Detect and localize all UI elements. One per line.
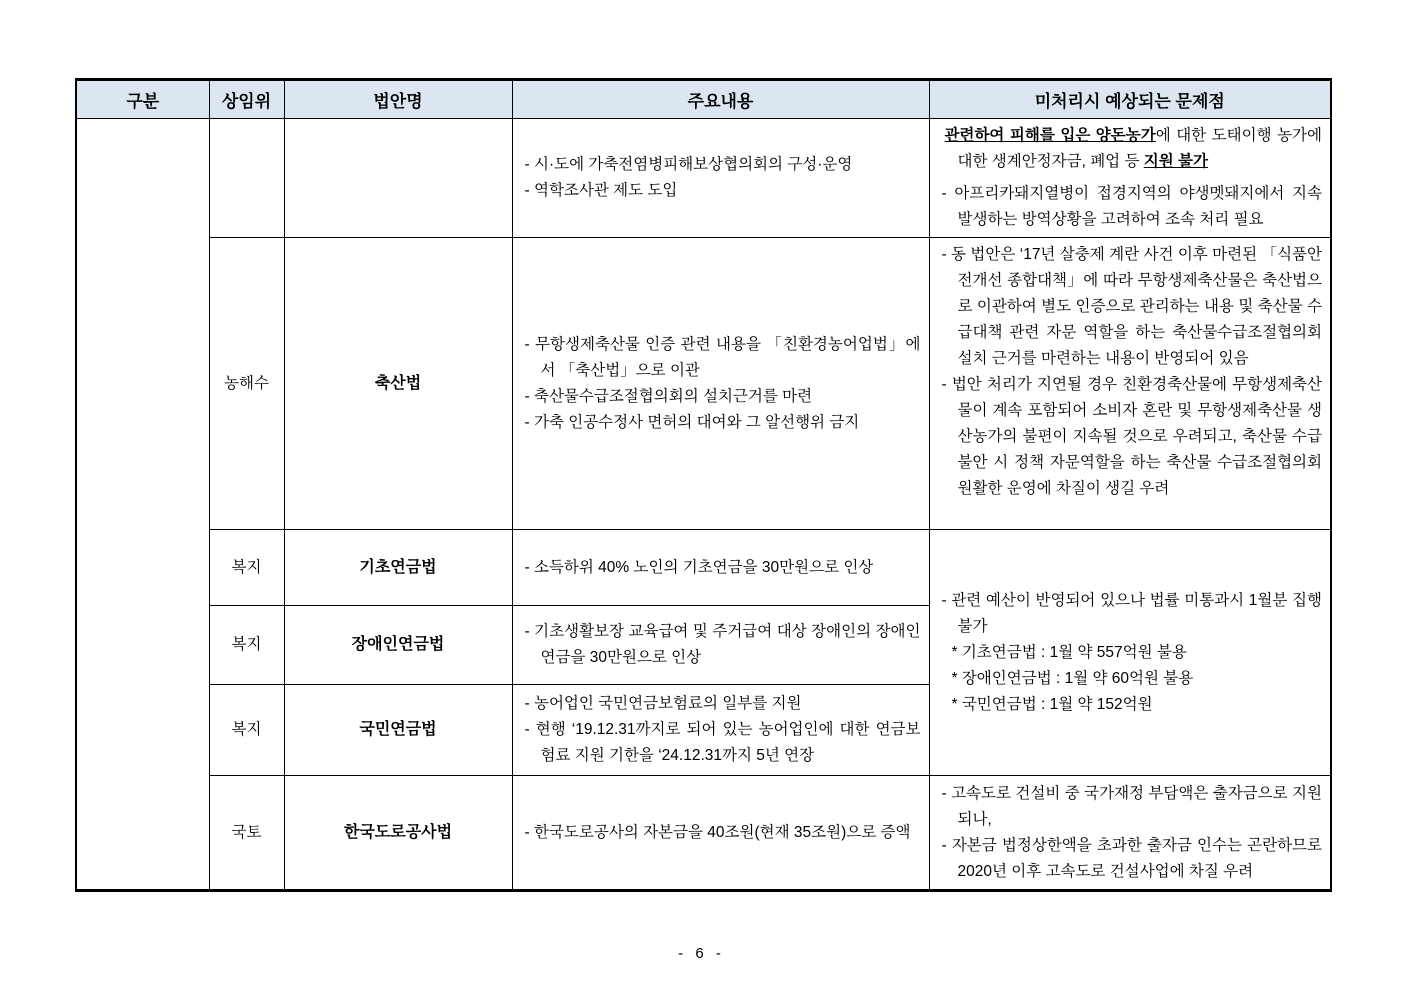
content-item: - 역학조사관 제도 도입 [524, 182, 678, 199]
plain-text: 에 대한 도태이행 농가에 대한 생계안정자금, 폐업 등 [957, 127, 1322, 170]
cell-problem-merged [929, 530, 1331, 776]
problem-item: - 법안 처리가 지연될 경우 친환경축산물에 무항생제축산물이 계속 포함되어 소비자 혼란 및 무항생제축산물 생산농가의 불편이 지속될 것으로 우려되고, 축산물 수급불안 시 정책 자문역할을 하는 축산물 수급조절협의회 원활한 운영에 차질이 생길 우려 [941, 376, 1322, 497]
cell-bill-row6: 한국도로공사법 [284, 776, 512, 891]
table-row-gichoyeongeum [76, 530, 1331, 606]
problem-note: * 장애인연금법 : 1월 약 60억원 불용 [951, 669, 1194, 687]
problem-item: - 관련 예산이 반영되어 있으나 법률 미통과시 1월분 집행 불가 [941, 591, 1322, 635]
cell-committee-row2: 농해수 [209, 238, 284, 530]
cell-committee-row1 [209, 119, 284, 238]
bill-status-table [75, 78, 1332, 892]
cell-committee-row3: 복지 [209, 530, 284, 606]
cell-committee-row4: 복지 [209, 606, 284, 685]
cell-bill-row4: 장애인연금법 [284, 606, 512, 685]
content-item: - 축산물수급조절협의회의 설치근거를 마련 [524, 387, 813, 405]
cell-bill-row2: 축산법 [284, 238, 512, 530]
cell-committee-row5: 복지 [209, 685, 284, 776]
content-item: - 한국도로공사의 자본금을 40조원(현재 35조원)으로 증액 [524, 823, 911, 841]
cell-problem-row6 [929, 776, 1331, 891]
bold-underline-text: 지원 불가 [1143, 153, 1208, 170]
bold-underline-text: 관련하여 피해를 입은 양돈농가 [944, 127, 1156, 144]
cell-content-row2 [512, 238, 929, 530]
header-cell-bill-name: 법안명 [284, 80, 512, 119]
cell-category-merged [76, 119, 209, 891]
cell-bill-row5: 국민연금법 [284, 685, 512, 776]
problem-item: - 동 법안은 ‘17년 살충제 계란 사건 이후 마련된 「식품안전개선 종합대책」에 따라 무항생제축산물은 축산법으로 이관하여 별도 인증으로 관리하는 내용 및 축산물 수급대책 관련 자문 역할을 하는 축산물수급조절협의회 설치 근거를 마련하는 내용이 반영되어 있음 [941, 246, 1322, 367]
problem-note: * 국민연금법 : 1월 약 152억원 [951, 695, 1153, 713]
cell-content-row6 [512, 776, 929, 891]
content-item: - 기초생활보장 교육급여 및 주거급여 대상 장애인의 장애인연금을 30만원으로 인상 [524, 623, 921, 666]
problem-item: - 아프리카돼지열병이 접경지역의 야생멧돼지에서 지속 발생하는 방역상황을 고려하여 조속 처리 필요 [941, 185, 1322, 228]
problem-item: - 고속도로 건설비 중 국가재정 부담액은 출자금으로 지원되나, [941, 784, 1322, 828]
header-cell-main-content: 주요내용 [512, 80, 929, 119]
cell-content-row1 [512, 119, 929, 238]
problem-lead-paragraph [938, 123, 1323, 175]
content-item: - 가축 인공수정사 면허의 대여와 그 알선행위 금지 [524, 413, 860, 431]
cell-problem-row2 [929, 238, 1331, 530]
table-row-chuksanbeop [76, 238, 1331, 530]
header-cell-category: 구분 [76, 80, 209, 119]
content-item: - 시·도에 가축전염병피해보상협의회의 구성·운영 [524, 156, 853, 173]
table-row-doro-gongsa [76, 776, 1331, 891]
page-number: - 6 - [678, 945, 725, 962]
cell-bill-row3: 기초연금법 [284, 530, 512, 606]
content-item: - 소득하위 40% 노인의 기초연금을 30만원으로 인상 [524, 558, 874, 576]
table-header-row [76, 80, 1331, 119]
content-item: - 무항생제축산물 인증 관련 내용을 「친환경농어업법」에서 「축산법」으로 이관 [524, 335, 921, 379]
table-row-continuation [76, 119, 1331, 238]
cell-content-row5 [512, 685, 929, 776]
header-cell-committee: 상임위 [209, 80, 284, 119]
cell-bill-row1 [284, 119, 512, 238]
cell-content-row4 [512, 606, 929, 685]
content-item: - 농어업인 국민연금보험료의 일부를 지원 [524, 695, 802, 712]
problem-note: * 기초연금법 : 1월 약 557억원 불용 [951, 643, 1187, 661]
cell-content-row3 [512, 530, 929, 606]
content-item: - 현행 ‘19.12.31까지로 되어 있는 농어업인에 대한 연금보험료 지원 기한을 ‘24.12.31까지 5년 연장 [524, 721, 921, 764]
header-cell-problem: 미처리시 예상되는 문제점 [929, 80, 1331, 119]
cell-committee-row6: 국토 [209, 776, 284, 891]
problem-item: - 자본금 법정상한액을 초과한 출자금 인수는 곤란하므로 2020년 이후 고속도로 건설사업에 차질 우려 [941, 836, 1322, 880]
cell-problem-row1 [929, 119, 1331, 238]
